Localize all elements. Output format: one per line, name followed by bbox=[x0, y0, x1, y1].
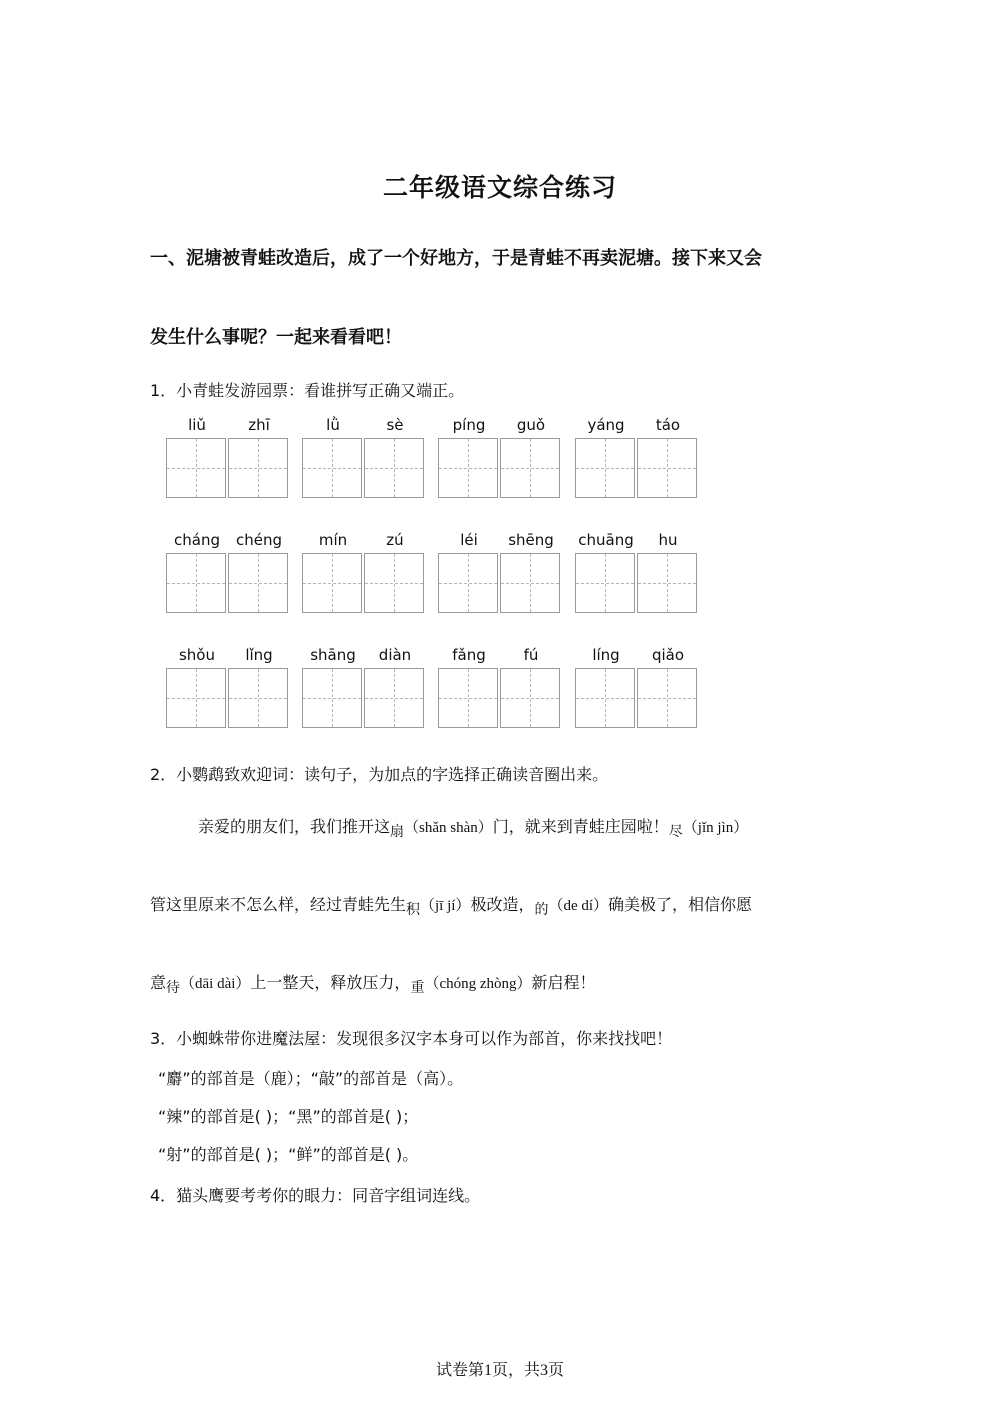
writing-box[interactable] bbox=[228, 553, 288, 613]
writing-box[interactable] bbox=[637, 668, 697, 728]
writing-box-guide-vertical bbox=[196, 439, 197, 497]
q2-line1-options1[interactable]: （shǎn shàn） bbox=[404, 820, 493, 836]
pinyin-label: sè bbox=[386, 416, 404, 434]
writing-box-guide-vertical bbox=[667, 669, 668, 727]
writing-box[interactable] bbox=[302, 438, 362, 498]
writing-box-guide-vertical bbox=[530, 554, 531, 612]
pinyin-label: zhī bbox=[248, 416, 270, 434]
pinyin-label: diàn bbox=[378, 646, 412, 664]
page-title: 二年级语文综合练习 bbox=[382, 173, 617, 202]
writing-box[interactable] bbox=[637, 438, 697, 498]
writing-box[interactable] bbox=[364, 668, 424, 728]
pinyin-label: táo bbox=[655, 416, 681, 434]
q2-line3-char1: 待 bbox=[166, 980, 181, 996]
q2-sentence-line3 bbox=[150, 970, 596, 997]
q2-line2-options2[interactable]: （de dí） bbox=[548, 898, 609, 914]
q2-line3-text-c: 新启程！ bbox=[531, 973, 596, 992]
pinyin-label: hu bbox=[658, 531, 678, 549]
writing-box[interactable] bbox=[302, 553, 362, 613]
writing-box[interactable] bbox=[228, 668, 288, 728]
writing-box[interactable] bbox=[364, 553, 424, 613]
writing-box-guide-vertical bbox=[468, 439, 469, 497]
q2-line3-char2: 重 bbox=[410, 980, 425, 996]
q2-line1-text-b: 门，就来到青蛙庄园啦！ bbox=[492, 817, 669, 836]
writing-box[interactable] bbox=[166, 438, 226, 498]
section1-heading-line2: 发生什么事呢？一起来看看吧！ bbox=[150, 327, 402, 348]
writing-box[interactable] bbox=[500, 438, 560, 498]
writing-box-guide-vertical bbox=[468, 554, 469, 612]
q1-label: 1．小青蛙发游园票：看谁拼写正确又端正。 bbox=[150, 381, 465, 400]
writing-box[interactable] bbox=[500, 668, 560, 728]
pinyin-label: mín bbox=[318, 531, 348, 549]
writing-box[interactable] bbox=[228, 438, 288, 498]
pinyin-label: guǒ bbox=[516, 416, 546, 434]
writing-box[interactable] bbox=[637, 553, 697, 613]
q2-line3-text-a: 意 bbox=[150, 973, 167, 992]
writing-box[interactable] bbox=[575, 438, 635, 498]
pinyin-label: shāng bbox=[310, 646, 356, 664]
pinyin-label: chéng bbox=[235, 531, 282, 549]
writing-box[interactable] bbox=[166, 668, 226, 728]
pinyin-label: zú bbox=[386, 531, 404, 549]
writing-box-guide-vertical bbox=[196, 554, 197, 612]
q2-line1-char1: 扇 bbox=[390, 824, 405, 840]
q2-line3-options1[interactable]: （dāi dài） bbox=[180, 976, 251, 992]
pinyin-label: cháng bbox=[174, 531, 220, 549]
pinyin-label: shēng bbox=[508, 531, 554, 549]
writing-box-guide-vertical bbox=[605, 439, 606, 497]
writing-box-guide-vertical bbox=[332, 439, 333, 497]
pinyin-label: líng bbox=[592, 646, 620, 664]
page-footer: 试卷第1页，共3页 bbox=[435, 1362, 564, 1379]
writing-box-guide-vertical bbox=[258, 669, 259, 727]
q2-line2-options1[interactable]: （jī jí） bbox=[420, 898, 471, 914]
q2-line1-char2: 尽 bbox=[668, 824, 683, 840]
pinyin-label: fǎng bbox=[452, 646, 486, 664]
pinyin-label: lǜ bbox=[326, 416, 340, 434]
writing-box-guide-vertical bbox=[530, 439, 531, 497]
q3-line: “射”的部首是( )；“鲜”的部首是( )。 bbox=[158, 1145, 419, 1164]
writing-box-guide-vertical bbox=[605, 669, 606, 727]
pinyin-label: qiǎo bbox=[651, 646, 685, 664]
writing-box[interactable] bbox=[438, 438, 498, 498]
q2-line2-char1: 积 bbox=[406, 902, 421, 918]
writing-box-guide-vertical bbox=[667, 554, 668, 612]
writing-box-guide-vertical bbox=[332, 554, 333, 612]
writing-box-guide-vertical bbox=[394, 669, 395, 727]
writing-box-guide-vertical bbox=[530, 669, 531, 727]
writing-box-guide-vertical bbox=[258, 554, 259, 612]
q3-line: “麝”的部首是（鹿）；“敲”的部首是（高）。 bbox=[158, 1069, 464, 1088]
q2-line1-options2[interactable]: （jǐn jìn） bbox=[682, 820, 749, 836]
q2-line2-text-b: 极改造， bbox=[470, 895, 535, 914]
writing-box-guide-vertical bbox=[258, 439, 259, 497]
pinyin-label: píng bbox=[452, 416, 486, 434]
writing-box[interactable] bbox=[575, 668, 635, 728]
writing-box-guide-vertical bbox=[605, 554, 606, 612]
writing-box-guide-vertical bbox=[394, 554, 395, 612]
q2-line3-text-b: 上一整天，释放压力， bbox=[250, 973, 411, 992]
q2-line2-text-c: 确美极了，相信你愿 bbox=[608, 895, 753, 914]
pinyin-label: léi bbox=[460, 531, 478, 549]
writing-box[interactable] bbox=[166, 553, 226, 613]
writing-box[interactable] bbox=[302, 668, 362, 728]
q2-label: 2．小鹦鹉致欢迎词：读句子，为加点的字选择正确读音圈出来。 bbox=[150, 765, 609, 784]
q3-label: 3．小蜘蛛带你进魔法屋：发现很多汉字本身可以作为部首，你来找找吧！ bbox=[150, 1029, 673, 1048]
writing-box-guide-vertical bbox=[394, 439, 395, 497]
q2-sentence-line2 bbox=[150, 892, 752, 919]
pinyin-label: liǔ bbox=[188, 416, 206, 434]
q3-line: “辣”的部首是( )；“黑”的部首是( )； bbox=[158, 1107, 419, 1126]
q2-line3-options2[interactable]: （chóng zhòng） bbox=[424, 976, 532, 992]
q2-line2-text-a: 管这里原来不怎么样，经过青蛙先生 bbox=[150, 895, 407, 914]
writing-box[interactable] bbox=[364, 438, 424, 498]
q4-label: 4．猫头鹰要考考你的眼力：同音字组词连线。 bbox=[150, 1186, 481, 1205]
writing-box[interactable] bbox=[438, 668, 498, 728]
writing-box-guide-vertical bbox=[667, 439, 668, 497]
writing-box[interactable] bbox=[500, 553, 560, 613]
pinyin-label: fú bbox=[523, 646, 539, 664]
writing-box-guide-vertical bbox=[332, 669, 333, 727]
pinyin-label: shǒu bbox=[178, 646, 215, 664]
q2-line2-char2: 的 bbox=[534, 902, 549, 918]
pinyin-label: lǐng bbox=[245, 646, 273, 664]
writing-box[interactable] bbox=[575, 553, 635, 613]
writing-box-guide-vertical bbox=[468, 669, 469, 727]
pinyin-label: yáng bbox=[587, 416, 625, 434]
pinyin-label: chuāng bbox=[578, 531, 634, 549]
writing-box[interactable] bbox=[438, 553, 498, 613]
q2-sentence-line1 bbox=[198, 814, 748, 841]
section1-heading-line1: 一、泥塘被青蛙改造后，成了一个好地方，于是青蛙不再卖泥塘。接下来又会 bbox=[150, 248, 762, 269]
writing-box-guide-vertical bbox=[196, 669, 197, 727]
q2-line1-text-a: 亲爱的朋友们，我们推开这 bbox=[198, 817, 391, 836]
